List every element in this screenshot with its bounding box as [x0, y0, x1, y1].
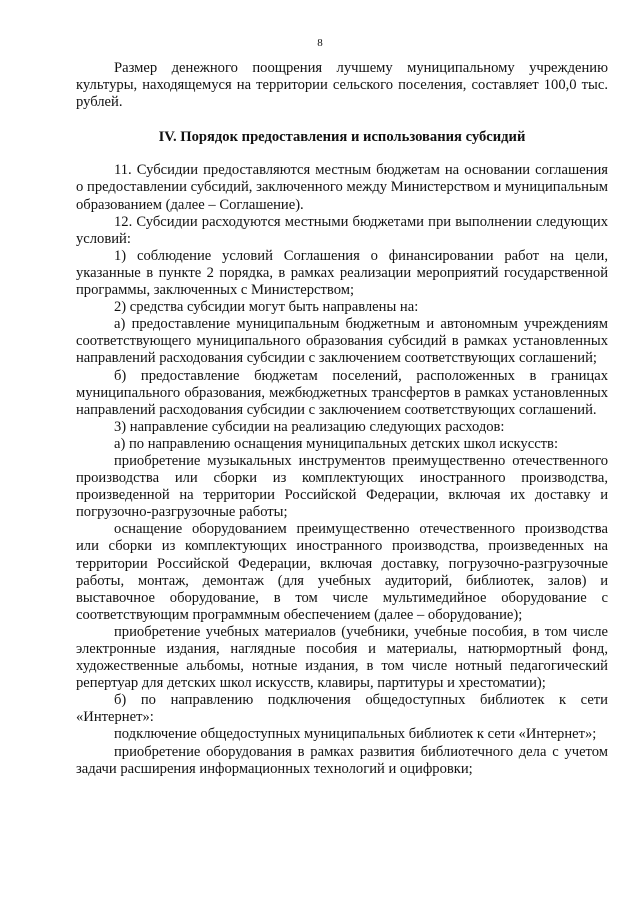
paragraph-12: 12. Субсидии расходуются местными бюджетами при выполнении следующих условий:	[76, 213, 608, 247]
paragraph-11: 11. Субсидии предоставляются местным бюджетам на основании соглашения о предоставлении субсидий, заключенного между Министерством и муниципальным образованием (далее – Соглашение).	[76, 162, 608, 213]
paragraph-instruments: приобретение музыкальных инструментов преимущественно отечественного производства или сборки из комплектующих иностранного производства, произведенной на территории Российской Федерации, включая их доставку и погрузочно-разгрузочные работы;	[76, 452, 608, 521]
paragraph-reward-amount: Размер денежного поощрения лучшему муниципальному учреждению культуры, находящемуся на территории сельского поселения, составляет 100,0 тыс. рублей.	[76, 60, 608, 111]
paragraph-condition-3a: а) по направлению оснащения муниципальных детских школ искусств:	[114, 435, 559, 452]
paragraph-condition-1: 1) соблюдение условий Соглашения о финансировании работ на цели, указанные в пункте 2 порядка, в рамках реализации мероприятий государственной программы, заключенных с Министерством;	[76, 247, 608, 299]
paragraph-condition-3: 3) направление субсидии на реализацию следующих расходов:	[114, 418, 505, 435]
paragraph-materials: приобретение учебных материалов (учебники, учебные пособия, в том числе электронные издания, наглядные пособия и материалы, натюрмортный фонд, художественные альбомы, нотные издания, в том числе нотный педагогический репертуар для детских школ искусств, клавиры, партитуры и хрестоматии);	[76, 623, 608, 692]
paragraph-equipment: оснащение оборудованием преимущественно отечественного производства или сборки из комплектующих иностранного производства, произведенных на территории Российской Федерации, включая доставку, погрузочно-разгрузочные работы, монтаж, демонтаж (для учебных аудиторий, библиотек, залов) и выставочное оборудование, в том числе мультимедийное оборудование с соответствующим программным обеспечением (далее – оборудование);	[76, 521, 608, 623]
paragraph-condition-2b: б) предоставление бюджетам поселений, расположенных в границах муниципального образования, межбюджетных трансфертов в рамках установленных направлений расходования субсидии с заключением соответствующих соглашений.	[76, 367, 608, 418]
paragraph-condition-2a: а) предоставление муниципальным бюджетным и автономным учреждениям соответствующего муниципального образования субсидий в рамках установленных направлений расходования субсидии с заключением соответствующих соглашений;	[76, 316, 608, 367]
paragraph-internet: подключение общедоступных муниципальных библиотек к сети «Интернет»;	[114, 726, 597, 743]
paragraph-library-equipment: приобретение оборудования в рамках развития библиотечного дела с учетом задачи расширения информационных технологий и оцифровки;	[76, 743, 608, 777]
page-number: 8	[317, 37, 323, 49]
paragraph-condition-3b: б) по направлению подключения общедоступных библиотек к сети «Интернет»:	[76, 692, 608, 726]
paragraph-condition-2: 2) средства субсидии могут быть направлены на:	[114, 299, 419, 316]
document-body	[76, 60, 608, 778]
section-heading: IV. Порядок предоставления и использования субсидий	[158, 129, 526, 146]
